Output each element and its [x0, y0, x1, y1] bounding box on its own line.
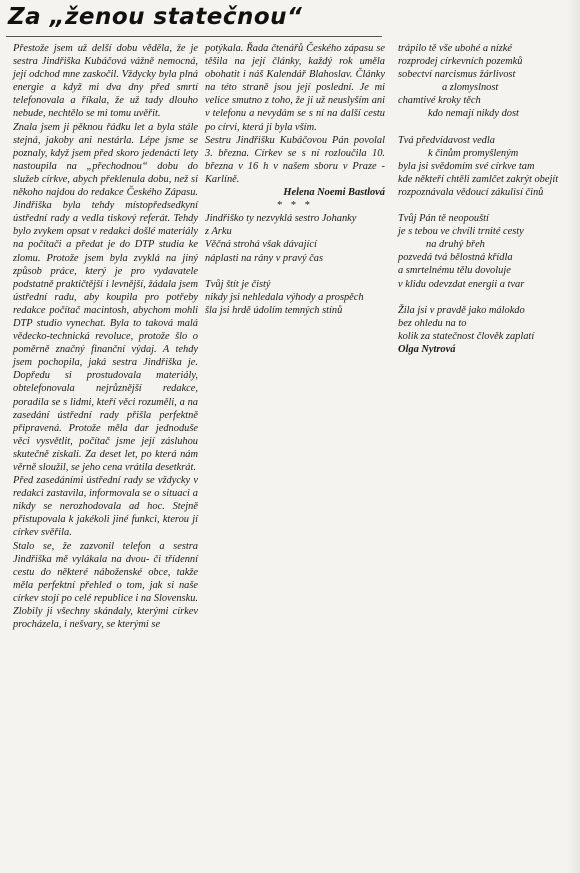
spacer	[205, 265, 385, 278]
poem-line: Tvůj štít je čistý	[205, 278, 271, 290]
spacer	[398, 291, 573, 304]
poem-line: byla jsi svědomím své církve tam	[398, 160, 535, 172]
poem-line: a zlomyslnost	[442, 82, 499, 94]
column-right	[398, 42, 573, 356]
paragraph: Stalo se, že zazvonil telefon a sestra Jindřiška mě vylákala na dvou- či třídenní cestu do některé náboženské obce, takže měla perfektní přehled o tom, jak si naše církev stojí po celé republice i na Slovensku. Zlobily ji všechny skándaly, kterými církev procházela, i nešvary, se kterými se	[13, 540, 198, 631]
author-signature: Helena Noemi Bastlová	[283, 187, 385, 199]
poem-line: v klidu odevzdat energii a tvar	[398, 278, 525, 290]
poem-line: je s tebou ve chvíli trnité cesty	[398, 226, 524, 238]
poem-line: bez ohledu na to	[398, 317, 467, 329]
author-signature: Olga Nytrová	[398, 343, 456, 355]
poem-line: sobectví narcismus žárlivost	[398, 69, 516, 81]
poem-line: a smrtelnému tělu dovoluje	[398, 265, 511, 277]
title-divider	[6, 36, 382, 37]
poem-line: trápilo tě vše ubohé a nízké	[398, 43, 512, 54]
article-title: Za „ženou statečnou“	[8, 4, 303, 30]
poem-line: Žila jsi v pravdě jako málokdo	[398, 304, 525, 316]
paragraph: Před zasedáními ústřední rady se vždycky v redakci zastavila, informovala se o situaci a nikdy se nerozhodovala ad hoc. Stejně přistupovala k jakékoli jiné funkci, kterou jí církev svěřila.	[13, 475, 198, 539]
poem-line: Věčná strohá však dávající	[205, 239, 317, 251]
poem-stanza	[205, 278, 385, 317]
poem-line: nikdy jsi nehledala výhody a prospěch	[205, 291, 364, 303]
poem-line: kolik za statečnost člověk zaplatí	[398, 330, 535, 342]
poem-line: z Arku	[205, 226, 232, 238]
paragraph: potýkala. Řada čtenářů Českého zápasu se těšila na její články, každý rok uměla obohatit i náš Kalendář Blahoslav. Články na této straně jsou její poslední. Je mi velice smutno z toho, že ji už neuslyším ani v telefonu a nevydám se s ní na další cestu po círvi, která ji byla vším.	[205, 43, 385, 133]
paragraph: Přestože jsem už delší dobu věděla, že je sestra Jindřiška Kubáčová vážně nemocná, její odchod mne zaskočil. Vždycky byla plná energie a když mi dva dny před smrtí telefonovala a říkala, že už tady dlouho nebude, nechtělo se mi tomu uvěřit.	[13, 43, 198, 120]
spacer	[398, 121, 573, 134]
section-separator: * * *	[277, 200, 313, 212]
poem-stanza	[205, 212, 385, 264]
page-edge-shadow	[568, 0, 580, 873]
paragraph: Znala jsem ji pěknou řádku let a byla stále stejná, jakoby ani nestárla. Lépe jsme se poznaly, když jsem před skoro jedenácti lety nastoupila na „přechodnou“ dobu do služeb církve, abych překlenula dobu, než si někoho najdou do redakce Českého Zápasu. Jindřiška byla tehdy místopředsedkyní ústřední rady a vedla tiskový referát. Tehdy bylo zvykem opsat v redakci došlé materiály na počítači a předat je do DTP studia ke zlomu. Protože jsem byla zvyklá na jiný způsob práce, který je pro vydavatele podstatně praktičtější i levnější, žádala jsem ústřední radu, aby koupila pro potřeby redakce počítač macintosh, abychom mohli DTP studio vynechat. Byla to taková malá vědecko-technická revoluce, protože šlo o poměrně značný finanční výdaj. A tehdy jsem pochopila, jaká sestra Jindřiška je. Dopředu si prostudovala materiály, obtelefonovala nejrůznější redakce, poradila se s lidmi, kteří věci rozuměli, a na zasedání ústřední rady přišla perfektně připravená. Protože měla dar jednoduše věci vysvětlit, počítač jsme její zásluhou skutečně získali. Za deset let, po která nám věrně sloužil, se jeho cena vrátila desetkrát.	[13, 121, 198, 473]
poem-line: kde někteří chtěli zamlčet zakrýt obejít	[398, 173, 559, 185]
poem-line: náplasti na rány v pravý čas	[205, 252, 324, 264]
poem-line: na druhý břeh	[426, 239, 485, 251]
poem-line: chamtivé kroky těch	[398, 95, 481, 107]
poem-line: rozpoznávala vědoucí zákulisí činů	[398, 186, 544, 198]
column-middle	[205, 42, 385, 317]
poem-line: k činům promyšleným	[428, 147, 519, 159]
poem-line: rozprodej církevních pozemků	[398, 56, 523, 68]
poem-line: kdo nemají nikdy dost	[428, 108, 519, 120]
poem-line: pozvedá tvá bělostná křídla	[398, 252, 513, 264]
poem-line: Tvá předvídavost vedla	[398, 134, 495, 146]
poem-line: Tvůj Pán tě neopouští	[398, 213, 489, 225]
column-left	[13, 42, 198, 631]
spacer	[398, 199, 573, 212]
poem-line: šla jsi hrdě údolím temných stínů	[205, 304, 343, 316]
poem-line: Jindřiško ty nezvyklá sestro Johanky	[205, 213, 357, 225]
paragraph: Sestru Jindřišku Kubáčovou Pán povolal 3. března. Církev se s ní rozloučila 10. března v 16 h v našem sboru v Praze - Karlíně.	[205, 134, 385, 185]
